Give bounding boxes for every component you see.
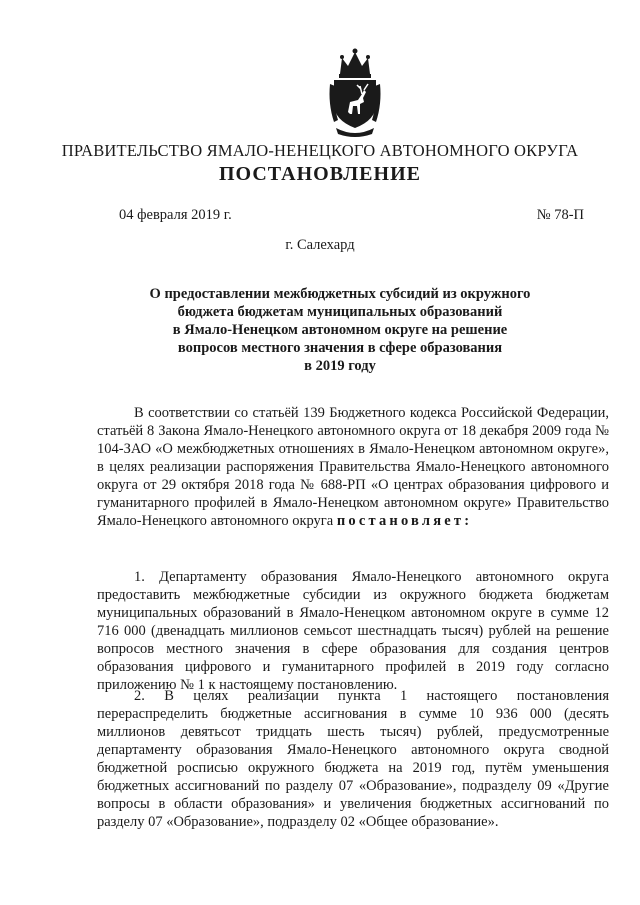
government-title: ПРАВИТЕЛЬСТВО ЯМАЛО-НЕНЕЦКОГО АВТОНОМНОГО ОКРУГА <box>61 141 579 160</box>
preamble-text: В соответствии со статьёй 139 Бюджетного кодекса Российской Федерации, статьёй 8 Закона Ямало-Ненецкого автономного округа от 18 декабря 2009 года № 104-ЗАО «О межбюджетных отношениях в Ямало-Ненецком автономном округе», в целях реализации распоряжения Правительства Ямало-Ненецкого автономного округа от 29 октября 2018 года № 688-РП «О центрах образования цифрового и гуманитарного профилей в Ямало-Ненецком автономном округе» Правительство Ямало-Ненецкого автономного округа <box>97 405 609 529</box>
document-number: № 78-П <box>536 207 584 223</box>
clause-2-text: 2. В целях реализации пункта 1 настоящего постановления перераспределить бюджетные ассигнования в сумме 10 936 000 (десять миллионов девятьсот тридцать шесть тысяч) рублей, предусмотренные департаменту образования Ямало-Ненецкого автономного округа сводной бюджетной росписью окружного бюджета на 2019 год, путём уменьшения бюджетных ассигнований по разделу 07 «Образование», подразделу 09 «Другие вопросы в области образования» и увеличения бюджетных ассигнований по разделу 07 «Образование», подразделу 02 «Общее образование». <box>97 688 609 830</box>
clause-2-paragraph <box>97 687 609 831</box>
resolves-word: постановляет: <box>336 513 473 529</box>
subject-line: бюджета бюджетам муниципальных образований <box>177 304 503 320</box>
document-date: 04 февраля 2019 г. <box>119 207 232 223</box>
document-type: ПОСТАНОВЛЕНИЕ <box>219 163 421 185</box>
subject-line: в Ямало-Ненецком автономном округе на решение <box>172 322 508 338</box>
document-subject <box>120 285 560 375</box>
document-city: г. Салехард <box>285 237 355 253</box>
preamble-paragraph <box>97 404 609 530</box>
clause-1-paragraph <box>97 568 609 694</box>
coat-of-arms-icon <box>326 44 384 138</box>
subject-line: вопросов местного значения в сфере образования <box>177 340 503 356</box>
clause-1-text: 1. Департаменту образования Ямало-Ненецкого автономного округа предоставить межбюджетные субсидии из окружного бюджета бюджетам муниципальных образований в Ямало-Ненецком автономном округе в сумме 12 716 000 (двенадцать миллионов семьсот шестнадцать тысяч) рублей на решение вопросов местного значения в сфере образования для создания центров образования цифрового и гуманитарного профилей в 2019 году согласно приложению № 1 к настоящему постановлению. <box>97 569 609 693</box>
subject-line: в 2019 году <box>304 358 376 374</box>
subject-line: О предоставлении межбюджетных субсидий из окружного <box>149 286 531 302</box>
